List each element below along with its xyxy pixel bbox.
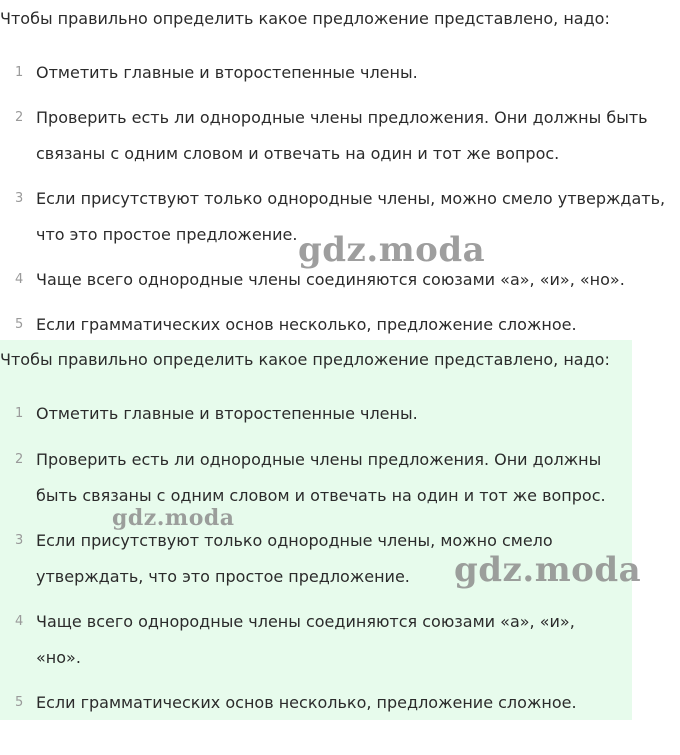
list-item-text: утверждать, что это простое предложение. (36, 567, 410, 586)
list-item-text: «но». (36, 648, 81, 667)
list-item-text: что это простое предложение. (36, 225, 298, 244)
list-number: 5 (15, 317, 24, 332)
watermark-logo: gdz.moda (112, 505, 235, 531)
watermark-logo: gdz.moda (454, 550, 642, 590)
list-item-text: Чаще всего однородные члены соединяются союзами «а», «и», «но». (36, 270, 625, 289)
list-number: 2 (15, 452, 24, 467)
list-number: 4 (15, 272, 24, 287)
watermark-logo: gdz.moda (298, 230, 486, 270)
list-number: 5 (15, 695, 24, 710)
instruction-block-plain (0, 0, 680, 340)
list-number: 1 (15, 406, 24, 421)
list-number: 4 (15, 614, 24, 629)
list-item-text: Отметить главные и второстепенные члены. (36, 63, 418, 82)
list-item-text: Если присутствуют только однородные члены, можно смело (36, 531, 553, 550)
list-number: 3 (15, 533, 24, 548)
intro-text: Чтобы правильно определить какое предложение представлено, надо: (0, 9, 610, 28)
list-number: 1 (15, 65, 24, 80)
list-item-text: связаны с одним словом и отвечать на один и тот же вопрос. (36, 144, 560, 163)
list-item-text: быть связаны с одним словом и отвечать на один и тот же вопрос. (36, 486, 606, 505)
list-number: 2 (15, 110, 24, 125)
list-item-text: Если грамматических основ несколько, предложение сложное. (36, 693, 577, 712)
intro-text: Чтобы правильно определить какое предложение представлено, надо: (0, 350, 610, 369)
list-item-text: Если грамматических основ несколько, предложение сложное. (36, 315, 577, 334)
list-item-text: Если присутствуют только однородные члены, можно смело утверждать, (36, 189, 666, 208)
list-item-text: Отметить главные и второстепенные члены. (36, 404, 418, 423)
list-item-text: Проверить есть ли однородные члены предложения. Они должны быть (36, 108, 648, 127)
instruction-block-highlighted (0, 340, 632, 720)
list-number: 3 (15, 191, 24, 206)
list-item-text: Проверить есть ли однородные члены предложения. Они должны (36, 450, 602, 469)
list-item-text: Чаще всего однородные члены соединяются союзами «а», «и», (36, 612, 575, 631)
